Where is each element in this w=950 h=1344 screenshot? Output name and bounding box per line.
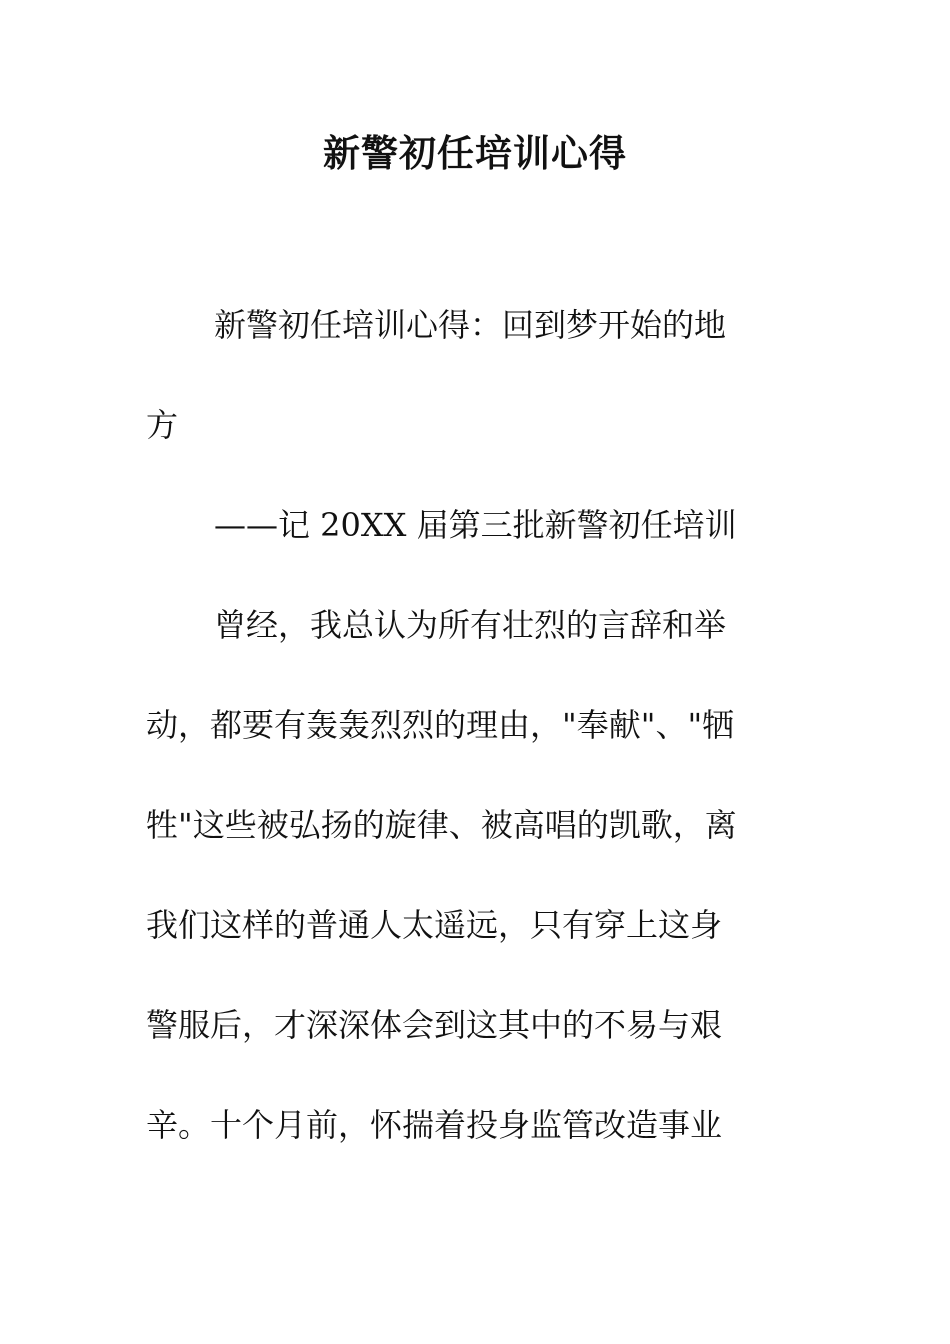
paragraph-line-2: 方 bbox=[146, 406, 179, 444]
document-title: 新警初任培训心得 bbox=[323, 131, 627, 175]
paragraph-line-7: 警服后，才深深体会到这其中的不易与艰 bbox=[146, 1006, 723, 1044]
paragraph-line-6: 我们这样的普通人太遥远，只有穿上这身 bbox=[146, 906, 723, 944]
paragraph-line-5: 牲"这些被弘扬的旋律、被高唱的凯歌，离 bbox=[146, 806, 737, 844]
paragraph-line-8: 辛。十个月前，怀揣着投身监管改造事业 bbox=[146, 1106, 723, 1144]
paragraph-line-4: 动，都要有轰轰烈烈的理由，"奉献"、"牺 bbox=[146, 706, 735, 744]
paragraph-line-3: 曾经，我总认为所有壮烈的言辞和举 bbox=[214, 606, 727, 644]
paragraph-line-1: 新警初任培训心得：回到梦开始的地 bbox=[214, 306, 727, 344]
subtitle-line: ——记 20XX 届第三批新警初任培训 bbox=[214, 506, 737, 544]
